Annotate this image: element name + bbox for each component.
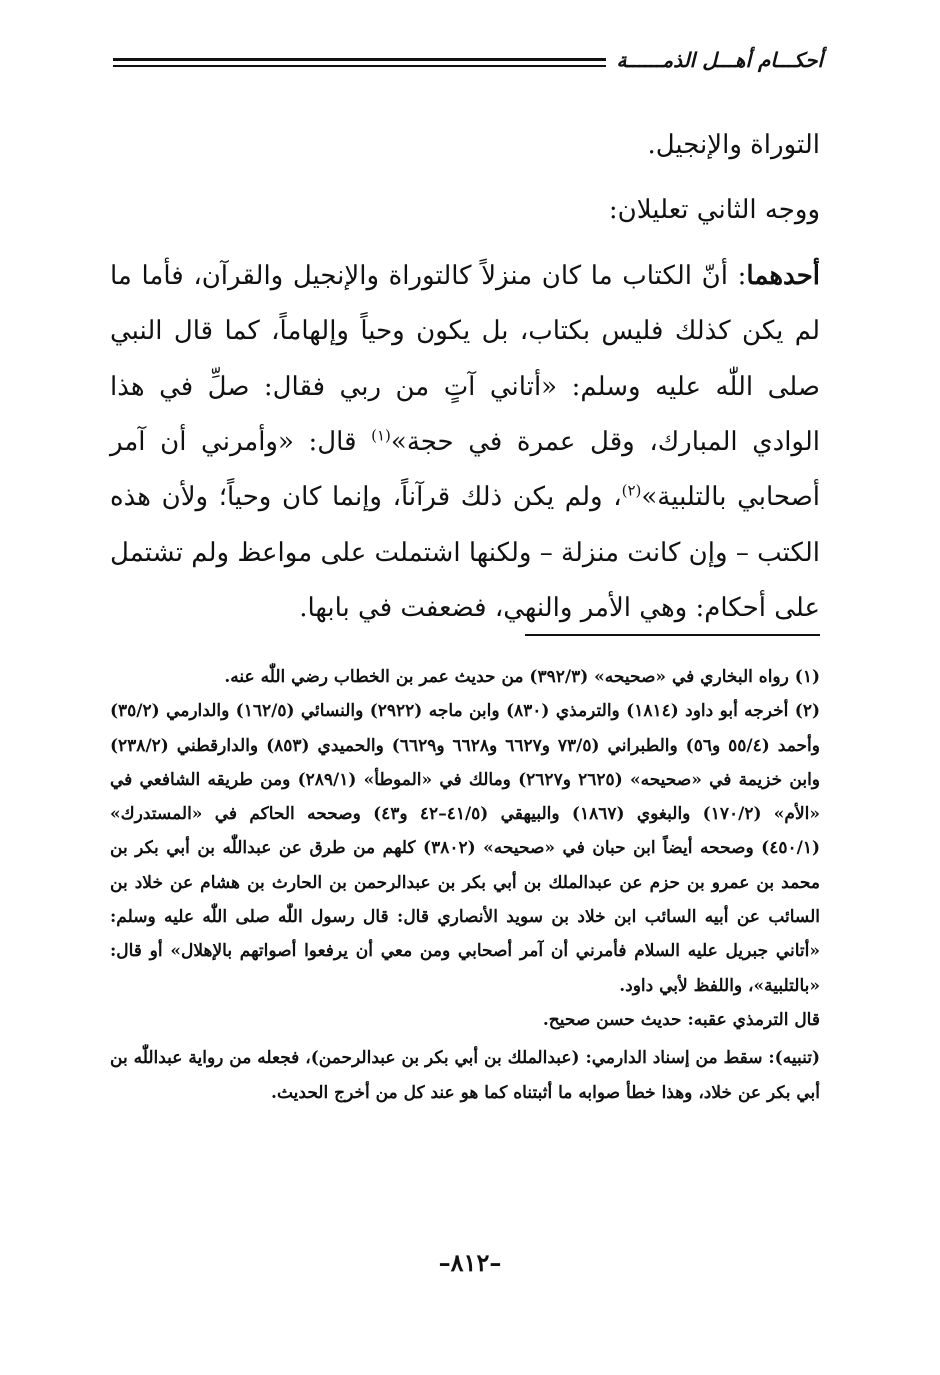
header-double-rule — [113, 58, 606, 67]
paragraph-text-part-a: : أنّ الكتاب ما كان منزلاً كالتوراة والإنجيل والقرآن، فأما ما لم يكن كذلك فليس بكتاب، بل يكون وحياً وإلهاماً، كما قال النبي صلى اللّٰه عليه وسلم: «أتاني آتٍ من ربي فقال: صلِّ في هذا الوادي المبارك، وقل عمرة في حجة» — [110, 260, 820, 458]
main-paragraph — [110, 249, 820, 637]
footnote-marker-1: (١) — [371, 426, 391, 445]
main-text — [110, 118, 820, 637]
footnote-separator — [525, 634, 820, 636]
text-line-1: التوراة والإنجيل. — [647, 130, 820, 160]
footnote-2-comment: قال الترمذي عقبه: حديث حسن صحيح. — [542, 1009, 820, 1030]
running-title: أحكـــام أهـــل الذمــــــة — [616, 48, 823, 72]
text-line-2: ووجه الثاني تعليلان: — [608, 195, 820, 226]
remark-text: : سقط من إسناد الدارمي: (عبدالملك بن أبي بكر بن عبدالرحمن)، فجعله من رواية عبداللّٰه بن أبي بكر عن خلاد، وهذا خطأ صوابه ما أثبتناه كما هو عند كل من أخرج الحديث. — [110, 1048, 820, 1103]
page-number: –٨١٢– — [438, 1248, 502, 1277]
footnote-remark — [110, 1041, 820, 1110]
footnote-1: (١) رواه البخاري في «صحيحه» (٣٩٢/٣) من حديث عمر بن الخطاب رضي اللّٰه عنه. — [224, 667, 820, 687]
paragraph-text-part-b: قال: «وأمرني أن آمر أصحابي بالتلبية» — [110, 427, 820, 513]
paragraph-lead-word: أحدهما — [746, 260, 820, 291]
footnotes — [110, 660, 820, 1110]
footnote-marker-2: (٢) — [621, 481, 642, 500]
paragraph-text-part-c: ، ولم يكن ذلك قرآناً، وإنما كان وحياً؛ ولأن هذه الكتب – وإن كانت منزلة – ولكنها اشتملت على مواعظ ولم تشتمل على أحكام: وهي الأمر والنهي، فضعفت في بابها. — [110, 482, 820, 624]
remark-lead: (تنبيه) — [774, 1048, 820, 1069]
page-header — [113, 40, 823, 80]
footnote-2: (٢) أخرجه أبو داود (١٨١٤) والترمذي (٨٣٠) وابن ماجه (٢٩٢٢) والنسائي (١٦٢/٥) والدارمي (٣٥/٢) وأحمد (٥٥/٤ و٥٦) والطبراني (٧٣/٥ و٦٦٢٧ و٦٦٢٨ و٦٦٢٩) والحميدي (٨٥٣) والدارقطني (٢٣٨/٢) وابن خزيمة في «صحيحه» (٢٦٢٥ و٢٦٢٧) ومالك في «الموطأ» (٢٨٩/١) ومن طريقه الشافعي في «الأم» (١٧٠/٢) والبغوي (١٨٦٧) والبيهقي (٤١/٥–٤٢ و٤٣) وصححه الحاكم في «المستدرك» (٤٥٠/١) وصححه أيضاً ابن حبان في «صحيحه» (٣٨٠٢) كلهم من طرق عن عبداللّٰه بن أبي بكر بن محمد بن عمرو بن حزم عن عبدالملك بن أبي بكر بن عبدالرحمن بن الحارث بن هشام عن خلاد بن السائب عن أبيه السائب ابن خلاد بن سويد الأنصاري قال: قال رسول اللّٰه صلى اللّٰه عليه وسلم: «أتاني جبريل عليه السلام فأمرني أن آمر أصحابي ومن معي أن يرفعوا أصواتهم بالإهلال» أو قال: «بالتلبية»، واللفظ لأبي داود. — [110, 701, 820, 996]
